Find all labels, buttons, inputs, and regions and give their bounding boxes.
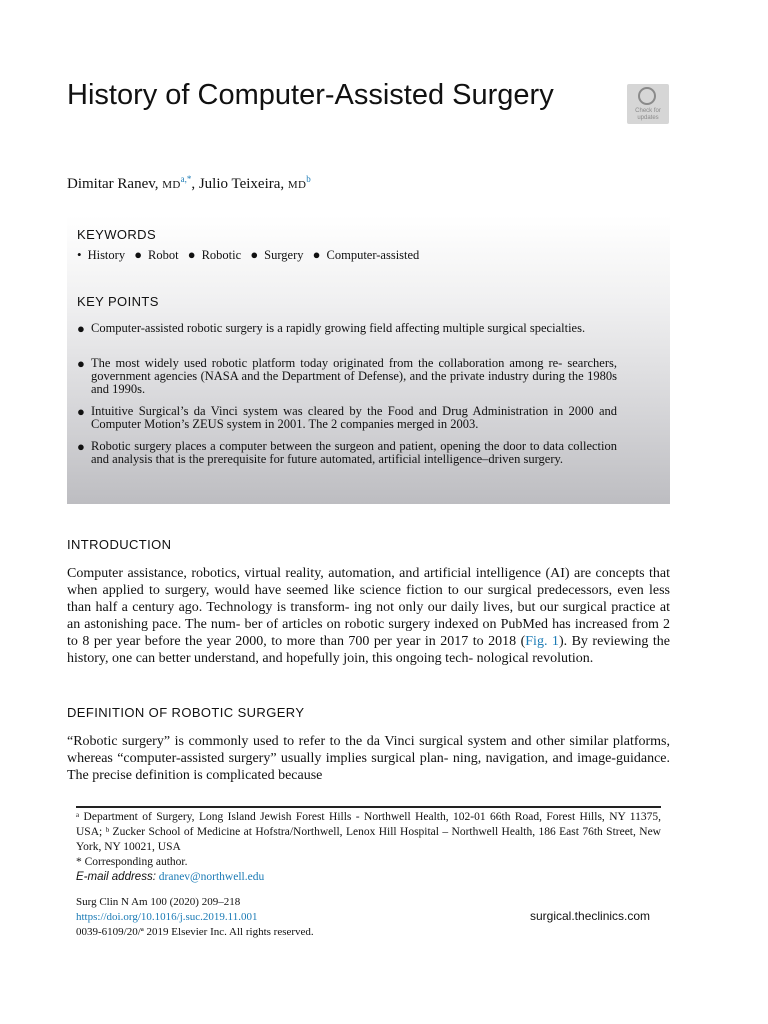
bullet-icon: ●: [77, 404, 85, 419]
key-point-text: Computer-assisted robotic surgery is a rapidly growing field affecting multiple surgical specialties.: [91, 321, 586, 335]
key-point-text: Robotic surgery places a computer between the surgeon and patient, opening the door to data collection and analysis that is the prerequisite for future automated, artificial intelligence–driven surgery.: [91, 439, 617, 466]
author-2-name: , Julio Teixeira,: [191, 176, 288, 192]
bullet-icon: •: [77, 247, 82, 262]
key-point-item: [77, 405, 617, 431]
footnote: [76, 810, 661, 885]
key-point-item: [77, 357, 617, 396]
key-point-item: [77, 440, 617, 466]
copyright: 0039-6109/20/ª 2019 Elsevier Inc. All rights reserved.: [76, 926, 314, 938]
bullet-icon: ●: [77, 356, 85, 371]
bullet-icon: ●: [77, 439, 85, 454]
bullet-icon: ●: [77, 321, 85, 336]
bullet-icon: ●: [187, 247, 196, 262]
keyword: Computer-assisted: [326, 248, 420, 262]
key-points-heading: KEY POINTS: [77, 294, 159, 309]
email-link[interactable]: dranev@northwell.edu: [158, 871, 265, 883]
bullet-icon: ●: [312, 247, 321, 262]
article-title: History of Computer-Assisted Surgery: [67, 79, 554, 111]
author-1-name: Dimitar Ranev,: [67, 176, 163, 192]
keyword: Robot: [148, 248, 179, 262]
author-1-affiliation-link[interactable]: a,*: [180, 174, 192, 184]
keywords-list: [77, 247, 425, 263]
journal-site[interactable]: surgical.theclinics.com: [530, 909, 651, 923]
author-2-degree: MD: [287, 179, 307, 191]
keyword: History: [87, 248, 126, 262]
journal-info: [76, 895, 314, 940]
intro-text-end: ). By reviewing the history, one can better understand, and hopefully join, this ongoing tech- nological revolution.: [67, 634, 670, 666]
email-label: E-mail address:: [76, 871, 156, 883]
definition-paragraph: “Robotic surgery” is commonly used to refer to the da Vinci surgical system and other similar platforms, whereas “computer-assisted surgery” usually implies surgical plan- ning, navigation, and image-guidance. The precise definition is complicated because: [67, 734, 670, 783]
bullet-icon: ●: [250, 247, 259, 262]
author-1-degree: MD: [162, 179, 181, 191]
key-point-text: Intuitive Surgical’s da Vinci system was cleared by the Food and Drug Administration in 2000 and Computer Motion’s ZEUS system in 2001. The 2 companies merged in 2003.: [91, 404, 617, 431]
key-point-text: The most widely used robotic platform today originated from the collaboration among re- searchers, government agencies (NASA and the Department of Defense), and the private industry during the 1980s and 1990s.: [91, 356, 617, 396]
keyword: Robotic: [201, 248, 242, 262]
keywords-heading: KEYWORDS: [77, 227, 157, 242]
key-point-item: [77, 322, 617, 335]
badge-label: Check for updates: [635, 108, 661, 121]
corresponding-author-note: * Corresponding author.: [76, 856, 188, 868]
introduction-paragraph: [67, 565, 670, 667]
affiliations: ᵃ Department of Surgery, Long Island Jewish Forest Hills - Northwell Health, 102-01 66th Road, Forest Hills, NY 11375, USA; ᵇ Zucker School of Medicine at Hofstra/Northwell, Lenox Hill Hospital – Northwell Health, 186 East 76th Street, New York, NY 10021, USA: [76, 811, 661, 853]
keyword: Surgery: [264, 248, 304, 262]
definition-heading: DEFINITION OF ROBOTIC SURGERY: [67, 705, 305, 720]
email-line: [76, 870, 661, 885]
bookmark-icon: [638, 87, 656, 105]
figure-1-link[interactable]: Fig. 1: [525, 634, 559, 649]
footnote-divider: [76, 806, 661, 808]
author-2-affiliation-link[interactable]: b: [306, 174, 311, 184]
intro-text-start: Computer assistance, robotics, virtual reality, automation, and artificial intelligence (AI) are concepts that when applied to surgery, would have seemed like science fiction to our surgical predecessors, even less than half a century ago. Technology is transform- ing not only our daily lives, but our surgical practice at an astonishing pace. The num- ber of articles on robotic surgery indexed on PubMed has increased from 2 to 8 per year before the year 2000, to more than 700 per year in 2017 to 2018 (: [67, 566, 670, 649]
introduction-heading: INTRODUCTION: [67, 537, 172, 552]
doi-link[interactable]: https://doi.org/10.1016/j.suc.2019.11.001: [76, 911, 258, 923]
check-for-updates-badge[interactable]: [627, 84, 669, 124]
author-line: [67, 174, 311, 193]
citation: Surg Clin N Am 100 (2020) 209–218: [76, 896, 241, 908]
bullet-icon: ●: [134, 247, 143, 262]
